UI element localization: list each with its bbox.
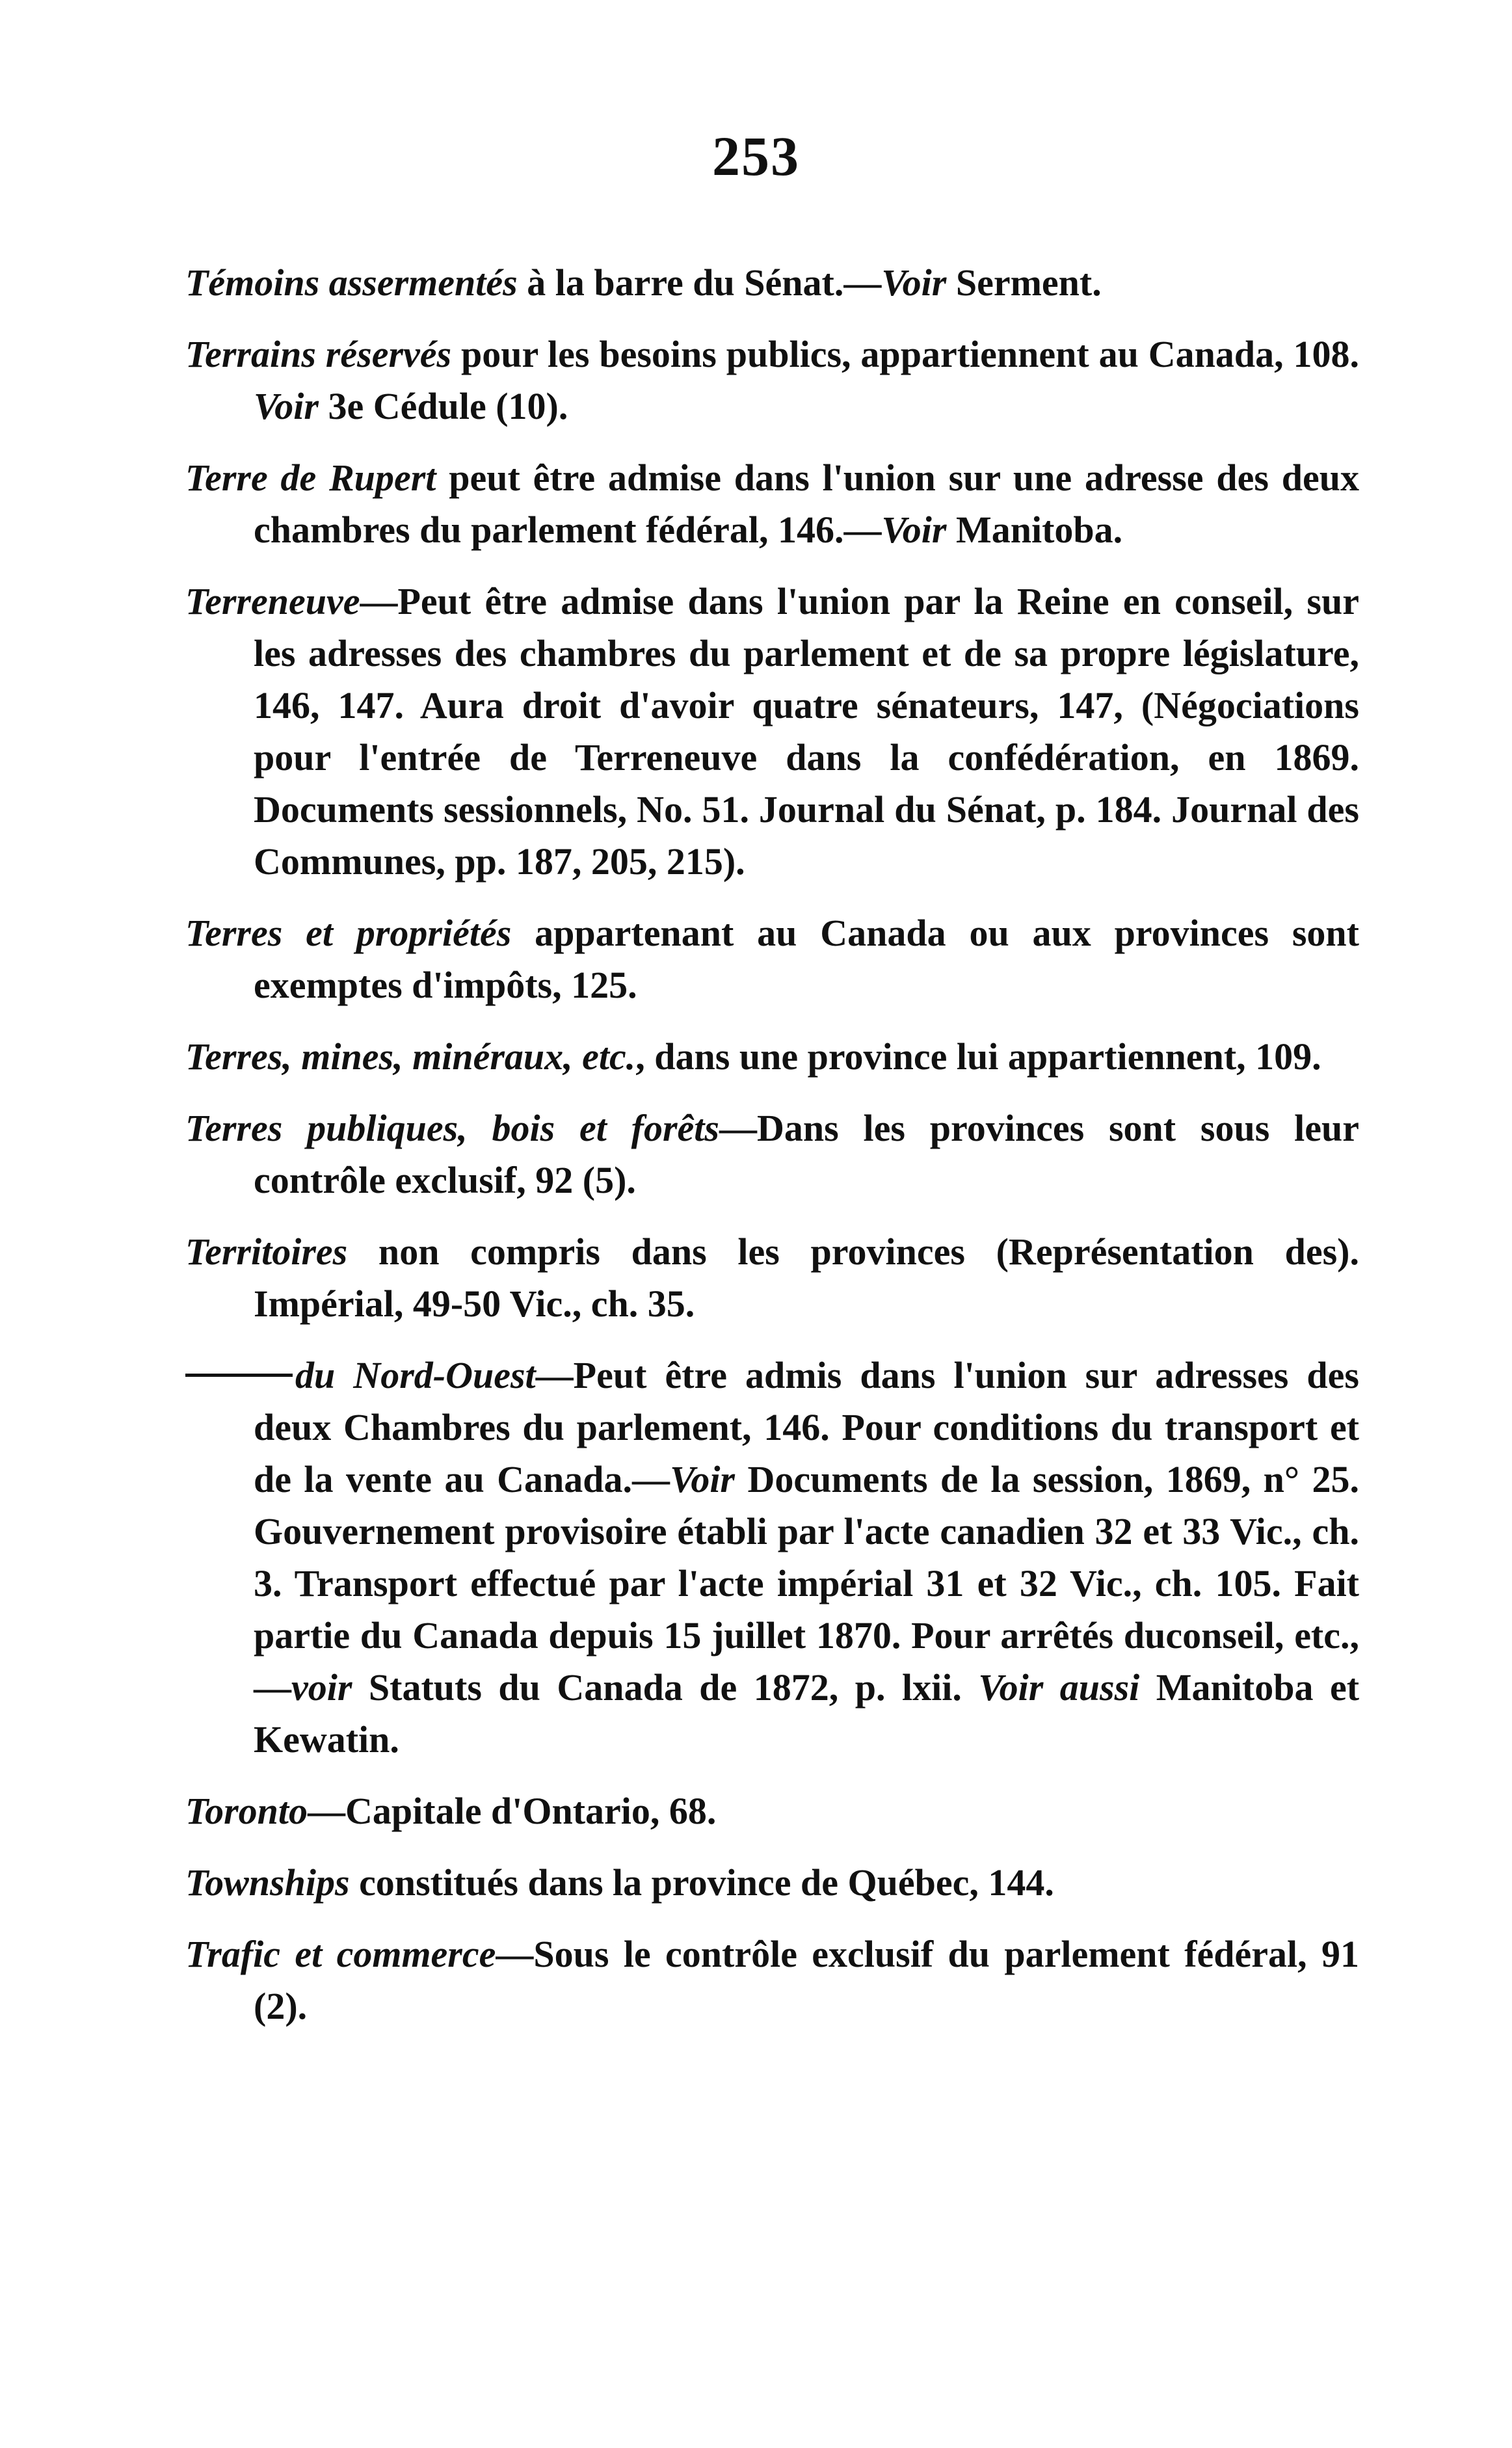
- index-entry-terre-de-rupert: [185, 452, 1359, 556]
- entry-text: constitués dans la province de Québec, 144.: [349, 1861, 1054, 1904]
- entry-heading: Témoins assermentés: [185, 261, 518, 304]
- entry-cross-reference: Voir: [881, 509, 947, 551]
- entry-text: , dans une province lui appartiennent, 109.: [635, 1035, 1321, 1078]
- entry-text: peut être admise dans l'union sur une adresse des deux chambres du parlement fédéral, 146.—: [254, 457, 1359, 551]
- entry-cross-reference: Voir: [670, 1458, 736, 1500]
- entry-heading: Townships: [185, 1861, 350, 1904]
- entry-heading: Trafic et commerce: [185, 1933, 496, 1975]
- index-entry-terres-publiques: [185, 1102, 1359, 1206]
- entry-cross-reference: voir: [291, 1666, 352, 1709]
- entry-text: Statuts du Canada de 1872, p. lxii.: [352, 1666, 979, 1709]
- entry-text: —Dans les provinces sont sous leur contrôle exclusif, 92 (5).: [254, 1107, 1359, 1201]
- entry-heading: Terres publiques, bois et forêts: [185, 1107, 719, 1149]
- entry-text: à la barre du Sénat.—: [517, 261, 882, 304]
- entry-text: —Sous le contrôle exclusif du parlement fédéral, 91 (2).: [254, 1933, 1359, 2027]
- entry-text: Manitoba et Kewatin.: [254, 1666, 1360, 1761]
- page-number: 253: [712, 125, 800, 187]
- index-subentry-nord-ouest: [185, 1350, 1359, 1766]
- entry-text: —Peut être admis dans l'union sur adresses des deux Chambres du parlement, 146. Pour conditions du transport et de la vente au Canada.—: [254, 1354, 1359, 1500]
- entry-heading: Terre de Rupert: [185, 457, 436, 499]
- entry-cross-reference: Voir: [254, 385, 319, 427]
- index-entry-toronto: [185, 1785, 1359, 1837]
- index-entry-terrains: [185, 328, 1359, 432]
- entry-text: 3e Cédule (10).: [318, 385, 568, 427]
- index-entries: [185, 257, 1359, 2052]
- entry-heading: Terres et propriétés: [185, 912, 512, 954]
- index-entry-terreneuve: [185, 576, 1359, 888]
- entry-heading: Territoires: [185, 1231, 348, 1273]
- ditto-dash: [185, 1374, 293, 1377]
- index-entry-trafic: [185, 1928, 1359, 2032]
- entry-heading: Toronto: [185, 1790, 308, 1832]
- entry-text: Manitoba.: [946, 509, 1123, 551]
- entry-cross-reference: Voir: [881, 261, 947, 304]
- index-entry-terres-mines: [185, 1031, 1359, 1083]
- entry-text: appartenant au Canada ou aux provinces sont exemptes d'impôts, 125.: [254, 912, 1359, 1006]
- entry-text: —Capitale d'Ontario, 68.: [308, 1790, 717, 1832]
- entry-heading: du Nord-Ouest: [295, 1354, 536, 1396]
- index-entry-territoires: [185, 1226, 1359, 1330]
- entry-heading: Terres, mines, minéraux, etc.: [185, 1035, 636, 1078]
- entry-heading: Terreneuve: [185, 580, 360, 622]
- entry-text: non compris dans les provinces (Représentation des). Impérial, 49-50 Vic., ch. 35.: [254, 1231, 1359, 1325]
- entry-heading: Terrains réservés: [185, 333, 452, 375]
- entry-text: pour les besoins publics, appartiennent au Canada, 108.: [451, 333, 1359, 375]
- entry-text: Documents de la session, 1869, n° 25. Gouvernement provisoire établi par l'acte canadien 32 et 33 Vic., ch. 3. Transport effectué par l'acte impérial 31 et 32 Vic., ch. 105. Fait partie du Canada depuis 15 juillet 1870. Pour arrêtés duconseil, etc.,—: [254, 1458, 1360, 1709]
- index-entry-townships: [185, 1857, 1359, 1909]
- entry-text: —Peut être admise dans l'union par la Reine en conseil, sur les adresses des chambres du parlement et de sa propre législature, 146, 147. Aura droit d'avoir quatre sénateurs, 147, (Négociations pour l'entrée de Terreneuve dans la confédération, en 1869. Documents sessionnels, No. 51. Journal du Sénat, p. 184. Journal des Communes, pp. 187, 205, 215).: [254, 580, 1359, 883]
- entry-text: Serment.: [946, 261, 1102, 304]
- index-entry-temoins: [185, 257, 1359, 309]
- index-entry-terres-et-proprietes: [185, 907, 1359, 1011]
- entry-cross-reference: Voir aussi: [978, 1666, 1140, 1709]
